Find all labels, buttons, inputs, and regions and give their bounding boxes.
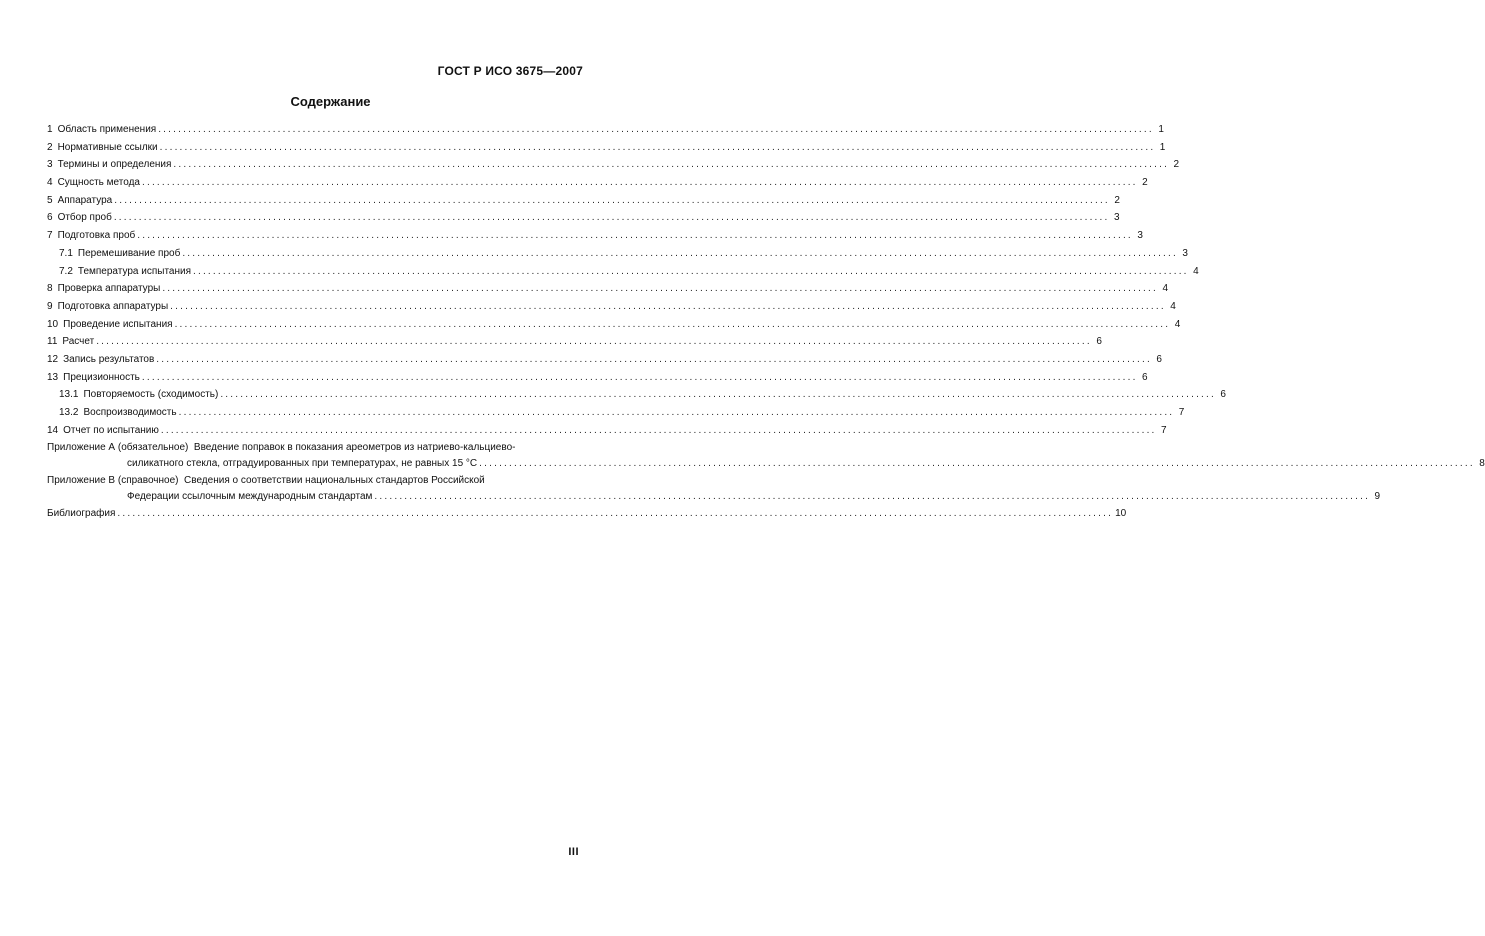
toc-entry[interactable] [47,351,1162,369]
toc-entry-number: 9 [47,300,53,312]
toc-entry-title: Отчет по испытанию [63,424,159,436]
toc-entry-number: 13.1 [59,389,79,401]
toc-entry-title: Аппаратура [57,194,113,206]
toc-entry-number: 10 [47,318,59,330]
dot-leader: ........................................................................................................................................................................................................ [141,371,1138,383]
toc-entry-title: Область применения [57,124,157,135]
toc-entry-page: 1 [1158,124,1164,135]
appendix-title-line2: Федерации ссылочным международным стандартам [127,491,373,503]
toc-subentry[interactable] [47,263,1199,281]
appendix-title-line1: Сведения о соответствии национальных стандартов Российской [184,475,485,487]
toc-entry[interactable] [47,227,1143,245]
dot-leader: ........................................................................................................................................................................................................ [193,265,1189,277]
toc-entry-page: 4 [1193,265,1199,277]
dot-leader: ........................................................................................................................................................................................................ [173,159,1170,171]
dot-leader: ........................................................................................................................................................................................................ [174,318,1171,330]
toc-entry-page: 4 [1162,283,1168,295]
dot-leader: ........................................................................................................................................................................................................ [117,508,1114,520]
toc-entry[interactable] [47,174,1148,192]
toc-entry-number: 6 [47,212,53,224]
dot-leader: ........................................................................................................................................................................................................ [162,283,1158,295]
toc-entry-title: Проведение испытания [63,318,173,330]
toc-entry-page: 4 [1170,300,1176,312]
toc-entry-title: Температура испытания [77,265,191,277]
toc-entry-number: 3 [47,159,53,171]
toc-entry-number: 4 [47,177,53,189]
toc-entry-page: 6 [1142,371,1148,383]
toc-entry-page: 3 [1182,247,1188,259]
toc-entry-title: Расчет [62,336,95,348]
dot-leader: ........................................................................................................................................................................................................ [170,300,1166,312]
dot-leader: ........................................................................................................................................................................................................ [160,424,1157,436]
toc-entry-page: 3 [1137,230,1143,242]
toc-entry-page: 2 [1173,159,1180,171]
dot-leader: ........................................................................................................................................................................................................ [96,336,1092,348]
toc-entry-page: 8 [1479,458,1485,470]
toc-entry[interactable] [47,156,1180,174]
dot-leader: ........................................................................................................................................................................................................ [182,247,1178,259]
toc-entry-number: 11 [47,336,58,348]
toc-entry-title: Запись результатов [63,353,155,365]
dot-leader: ........................................................................................................................................................................................................ [178,407,1175,418]
toc-entry-number: 5 [47,194,53,206]
toc-entry[interactable] [47,298,1176,316]
dot-leader: ........................................................................................................................................................................................................ [479,458,1475,470]
toc-entry-number: 7.2 [59,265,73,277]
dot-leader: ........................................................................................................................................................................................................ [141,177,1138,189]
toc-entry-title: Термины и определения [57,159,172,171]
toc-entry-number: 2 [47,141,53,153]
appendix-label: Приложение В (справочное) [47,475,179,487]
toc-entry[interactable] [47,121,1164,139]
toc-entry-number: 8 [47,283,53,295]
table-of-contents [47,121,1485,523]
toc-entry[interactable] [47,333,1102,351]
toc-entry-page: 7 [1178,407,1185,418]
toc-entry-number: 12 [47,353,59,365]
dot-leader: ........................................................................................................................................................................................................ [374,491,1371,503]
toc-entry-title: Проверка аппаратуры [57,283,161,295]
toc-entry-page: 9 [1374,491,1381,503]
toc-entry-page: 6 [1096,336,1102,348]
toc-entry-number: 1 [47,124,53,135]
toc-entry-title: Воспроизводимость [83,407,177,418]
toc-subentry[interactable] [47,245,1188,263]
toc-entry-title: Отбор проб [57,212,112,224]
toc-entry[interactable] [47,369,1148,387]
toc-entry-title: Подготовка проб [57,230,136,242]
dot-leader: ........................................................................................................................................................................................................ [220,389,1216,401]
toc-appendix-a[interactable] [47,440,1485,472]
dot-leader: ........................................................................................................................................................................................................ [158,124,1154,135]
dot-leader: ........................................................................................................................................................................................................ [113,212,1110,224]
toc-entry-page: 1 [1159,141,1166,153]
toc-appendix-b[interactable] [47,473,1381,505]
toc-entry-page: 10 [1115,508,1127,520]
page-number: III [568,846,579,858]
toc-entry-page: 2 [1114,194,1120,206]
toc-entry-number: 13.2 [59,407,79,418]
toc-entry-page: 6 [1220,389,1226,401]
toc-subentry[interactable] [47,404,1185,422]
toc-entry-page: 6 [1156,353,1162,365]
toc-subentry[interactable] [47,386,1226,404]
toc-entry-title: Перемешивание проб [77,247,181,259]
toc-title: Содержание [290,94,371,109]
appendix-title-line1: Введение поправок в показания ареометров из натриево-кальциево- [193,442,516,454]
toc-entry-title: Подготовка аппаратуры [57,300,169,312]
toc-bibliography[interactable] [47,505,1127,523]
toc-entry[interactable] [47,316,1181,334]
toc-entry-page: 3 [1113,212,1120,224]
toc-entry-page: 4 [1174,318,1181,330]
toc-entry-page: 2 [1142,177,1148,189]
toc-entry-title: Прецизионность [63,371,140,383]
appendix-title-line2: силикатного стекла, отградуированных при температурах, не равных 15 °С [127,458,478,470]
toc-entry-title: Нормативные ссылки [57,141,158,153]
toc-entry[interactable] [47,209,1120,227]
toc-entry-title: Повторяемость (сходимость) [83,389,219,401]
toc-entry-number: 14 [47,424,59,436]
toc-entry[interactable] [47,280,1168,298]
toc-entry[interactable] [47,422,1167,440]
dot-leader: ........................................................................................................................................................................................................ [137,230,1133,242]
dot-leader: ........................................................................................................................................................................................................ [159,141,1156,153]
toc-entry-title: Сущность метода [57,177,140,189]
toc-entry-number: 13 [47,371,59,383]
toc-entry-number: 7.1 [59,247,73,259]
appendix-label: Приложение А (обязательное) [47,442,189,454]
document-code: ГОСТ Р ИСО 3675—2007 [437,64,583,78]
dot-leader: ........................................................................................................................................................................................................ [156,353,1152,365]
toc-entry-page: 7 [1160,424,1167,436]
toc-entry[interactable] [47,139,1166,157]
toc-entry-number: 7 [47,230,53,242]
toc-entry-title: Библиография [47,508,116,520]
toc-entry[interactable] [47,192,1120,210]
dot-leader: ........................................................................................................................................................................................................ [114,194,1110,206]
